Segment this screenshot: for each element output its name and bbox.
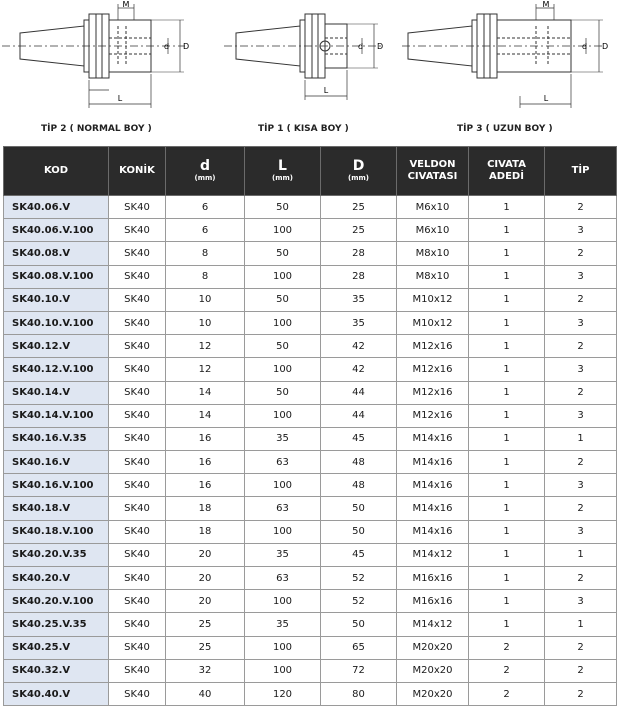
cell-L: 100 xyxy=(245,358,321,381)
cell-kod: SK40.20.V xyxy=(4,567,109,590)
cell-L: 50 xyxy=(245,381,321,404)
cell-veldon: M16x16 xyxy=(397,567,469,590)
cell-d: 16 xyxy=(166,474,245,497)
table-row xyxy=(4,636,617,659)
cell-tip: 3 xyxy=(545,520,617,543)
cell-kod: SK40.14.V.100 xyxy=(4,404,109,427)
cell-konik: SK40 xyxy=(109,497,166,520)
cell-kod: SK40.16.V xyxy=(4,451,109,474)
cell-kod: SK40.32.V xyxy=(4,659,109,682)
cell-konik: SK40 xyxy=(109,196,166,219)
cell-civata-adedi: 1 xyxy=(469,335,545,358)
cell-L: 50 xyxy=(245,288,321,311)
cell-tip: 2 xyxy=(545,242,617,265)
table-row xyxy=(4,335,617,358)
cell-D: 42 xyxy=(321,358,397,381)
cell-civata-adedi: 1 xyxy=(469,567,545,590)
cell-konik: SK40 xyxy=(109,381,166,404)
cell-civata-adedi: 1 xyxy=(469,590,545,613)
table-row xyxy=(4,567,617,590)
cell-civata-adedi: 1 xyxy=(469,196,545,219)
table-row xyxy=(4,265,617,288)
cell-L: 63 xyxy=(245,497,321,520)
cell-veldon: M10x12 xyxy=(397,288,469,311)
tip2-caption: TİP 2 ( NORMAL BOY ) xyxy=(41,124,152,134)
cell-veldon: M14x16 xyxy=(397,427,469,450)
cell-tip: 3 xyxy=(545,219,617,242)
cell-civata-adedi: 1 xyxy=(469,451,545,474)
cell-D: 45 xyxy=(321,427,397,450)
cell-tip: 3 xyxy=(545,474,617,497)
cell-D: 28 xyxy=(321,242,397,265)
cell-civata-adedi: 1 xyxy=(469,497,545,520)
cell-D: 28 xyxy=(321,265,397,288)
cell-d: 18 xyxy=(166,520,245,543)
cell-tip: 2 xyxy=(545,659,617,682)
cell-kod: SK40.10.V.100 xyxy=(4,311,109,334)
cell-konik: SK40 xyxy=(109,520,166,543)
cell-tip: 3 xyxy=(545,404,617,427)
cell-veldon: M12x16 xyxy=(397,335,469,358)
cell-civata-adedi: 1 xyxy=(469,543,545,566)
table-row xyxy=(4,381,617,404)
header-row xyxy=(4,147,617,196)
cell-L: 100 xyxy=(245,311,321,334)
cell-konik: SK40 xyxy=(109,613,166,636)
header-veldon: VELDON CIVATASI xyxy=(397,147,469,196)
table-row xyxy=(4,404,617,427)
cell-kod: SK40.10.V xyxy=(4,288,109,311)
cell-konik: SK40 xyxy=(109,659,166,682)
table-row xyxy=(4,520,617,543)
cell-kod: SK40.12.V xyxy=(4,335,109,358)
cell-civata-adedi: 1 xyxy=(469,311,545,334)
cell-D: 52 xyxy=(321,590,397,613)
table-row xyxy=(4,358,617,381)
cell-veldon: M8x10 xyxy=(397,265,469,288)
dim-D-label: D xyxy=(602,42,609,51)
cell-kod: SK40.25.V.35 xyxy=(4,613,109,636)
cell-kod: SK40.14.V xyxy=(4,381,109,404)
cell-veldon: M14x16 xyxy=(397,520,469,543)
cell-D: 80 xyxy=(321,682,397,705)
table-row xyxy=(4,497,617,520)
cell-veldon: M14x16 xyxy=(397,497,469,520)
type-diagrams xyxy=(0,0,619,145)
cell-konik: SK40 xyxy=(109,404,166,427)
table-row xyxy=(4,196,617,219)
cell-veldon: M10x12 xyxy=(397,311,469,334)
cell-veldon: M12x16 xyxy=(397,381,469,404)
table-row xyxy=(4,427,617,450)
cell-L: 120 xyxy=(245,682,321,705)
cell-d: 20 xyxy=(166,567,245,590)
cell-tip: 3 xyxy=(545,590,617,613)
cell-tip: 2 xyxy=(545,636,617,659)
cell-civata-adedi: 1 xyxy=(469,381,545,404)
dim-D-label: D xyxy=(183,42,190,51)
cell-L: 100 xyxy=(245,474,321,497)
cell-civata-adedi: 1 xyxy=(469,358,545,381)
tip3-drawing xyxy=(400,0,616,122)
table-row xyxy=(4,288,617,311)
cell-d: 20 xyxy=(166,543,245,566)
cell-D: 35 xyxy=(321,288,397,311)
cell-veldon: M14x12 xyxy=(397,543,469,566)
cell-D: 42 xyxy=(321,335,397,358)
cell-tip: 1 xyxy=(545,543,617,566)
cell-L: 50 xyxy=(245,196,321,219)
cell-D: 52 xyxy=(321,567,397,590)
dim-d-label: d xyxy=(358,42,364,51)
cell-tip: 3 xyxy=(545,311,617,334)
cell-d: 40 xyxy=(166,682,245,705)
cell-d: 32 xyxy=(166,659,245,682)
cell-tip: 2 xyxy=(545,451,617,474)
cell-tip: 3 xyxy=(545,358,617,381)
cell-L: 35 xyxy=(245,543,321,566)
cell-kod: SK40.16.V.100 xyxy=(4,474,109,497)
cell-kod: SK40.18.V.100 xyxy=(4,520,109,543)
cell-d: 25 xyxy=(166,613,245,636)
dim-d-label: d xyxy=(582,42,588,51)
dim-L-label: L xyxy=(117,94,123,103)
cell-civata-adedi: 2 xyxy=(469,636,545,659)
cell-d: 18 xyxy=(166,497,245,520)
cell-L: 50 xyxy=(245,335,321,358)
cell-D: 25 xyxy=(321,196,397,219)
header-konik: KONİK xyxy=(109,147,166,196)
cell-L: 100 xyxy=(245,659,321,682)
table-row xyxy=(4,242,617,265)
cell-veldon: M20x20 xyxy=(397,659,469,682)
cell-veldon: M6x10 xyxy=(397,196,469,219)
cell-tip: 2 xyxy=(545,196,617,219)
cell-L: 35 xyxy=(245,613,321,636)
cell-veldon: M20x20 xyxy=(397,636,469,659)
cell-L: 100 xyxy=(245,590,321,613)
cell-civata-adedi: 1 xyxy=(469,427,545,450)
cell-konik: SK40 xyxy=(109,311,166,334)
cell-veldon: M12x16 xyxy=(397,404,469,427)
cell-kod: SK40.20.V.100 xyxy=(4,590,109,613)
cell-konik: SK40 xyxy=(109,474,166,497)
cell-civata-adedi: 1 xyxy=(469,219,545,242)
cell-civata-adedi: 2 xyxy=(469,659,545,682)
cell-konik: SK40 xyxy=(109,265,166,288)
cell-civata-adedi: 1 xyxy=(469,613,545,636)
cell-d: 8 xyxy=(166,242,245,265)
cell-veldon: M14x12 xyxy=(397,613,469,636)
tip1-caption: TİP 1 ( KISA BOY ) xyxy=(258,124,349,134)
table-row xyxy=(4,613,617,636)
cell-konik: SK40 xyxy=(109,219,166,242)
cell-kod: SK40.18.V xyxy=(4,497,109,520)
cell-d: 8 xyxy=(166,265,245,288)
cell-D: 44 xyxy=(321,404,397,427)
cell-D: 44 xyxy=(321,381,397,404)
table-row xyxy=(4,451,617,474)
spec-table xyxy=(3,146,617,706)
cell-civata-adedi: 1 xyxy=(469,265,545,288)
cell-veldon: M20x20 xyxy=(397,682,469,705)
cell-D: 48 xyxy=(321,474,397,497)
cell-civata-adedi: 1 xyxy=(469,404,545,427)
dim-d-label: d xyxy=(164,42,170,51)
cell-konik: SK40 xyxy=(109,543,166,566)
cell-konik: SK40 xyxy=(109,242,166,265)
header-D: D (mm) xyxy=(321,147,397,196)
header-kod: KOD xyxy=(4,147,109,196)
cell-d: 12 xyxy=(166,335,245,358)
header-L: L (mm) xyxy=(245,147,321,196)
cell-kod: SK40.06.V.100 xyxy=(4,219,109,242)
cell-veldon: M14x16 xyxy=(397,451,469,474)
cell-D: 48 xyxy=(321,451,397,474)
cell-kod: SK40.08.V xyxy=(4,242,109,265)
cell-D: 50 xyxy=(321,497,397,520)
header-tip: TİP xyxy=(545,147,617,196)
cell-konik: SK40 xyxy=(109,288,166,311)
cell-L: 63 xyxy=(245,451,321,474)
cell-d: 20 xyxy=(166,590,245,613)
cell-tip: 2 xyxy=(545,567,617,590)
header-d: d (mm) xyxy=(166,147,245,196)
cell-D: 72 xyxy=(321,659,397,682)
cell-L: 50 xyxy=(245,242,321,265)
cell-civata-adedi: 1 xyxy=(469,288,545,311)
dim-L-label: L xyxy=(323,86,329,95)
header-civata-adedi: CIVATA ADEDİ xyxy=(469,147,545,196)
table-row xyxy=(4,659,617,682)
cell-tip: 2 xyxy=(545,497,617,520)
cell-L: 100 xyxy=(245,265,321,288)
dim-m-label: M xyxy=(122,0,130,9)
cell-tip: 2 xyxy=(545,381,617,404)
cell-d: 6 xyxy=(166,219,245,242)
cell-veldon: M6x10 xyxy=(397,219,469,242)
cell-d: 14 xyxy=(166,404,245,427)
cell-D: 50 xyxy=(321,520,397,543)
cell-D: 50 xyxy=(321,613,397,636)
cell-kod: SK40.08.V.100 xyxy=(4,265,109,288)
cell-tip: 1 xyxy=(545,427,617,450)
cell-L: 100 xyxy=(245,520,321,543)
cell-D: 65 xyxy=(321,636,397,659)
cell-L: 35 xyxy=(245,427,321,450)
cell-L: 100 xyxy=(245,219,321,242)
tip3-caption: TİP 3 ( UZUN BOY ) xyxy=(457,124,553,134)
cell-tip: 2 xyxy=(545,682,617,705)
cell-konik: SK40 xyxy=(109,335,166,358)
cell-kod: SK40.40.V xyxy=(4,682,109,705)
cell-d: 10 xyxy=(166,288,245,311)
table-row xyxy=(4,219,617,242)
cell-veldon: M8x10 xyxy=(397,242,469,265)
cell-tip: 1 xyxy=(545,613,617,636)
cell-D: 25 xyxy=(321,219,397,242)
cell-tip: 2 xyxy=(545,288,617,311)
cell-kod: SK40.20.V.35 xyxy=(4,543,109,566)
dim-D-label: D xyxy=(377,42,384,51)
table-body xyxy=(4,196,617,706)
cell-civata-adedi: 2 xyxy=(469,682,545,705)
cell-d: 12 xyxy=(166,358,245,381)
table-row xyxy=(4,590,617,613)
cell-D: 45 xyxy=(321,543,397,566)
cell-L: 100 xyxy=(245,636,321,659)
cell-kod: SK40.25.V xyxy=(4,636,109,659)
cell-konik: SK40 xyxy=(109,636,166,659)
cell-veldon: M12x16 xyxy=(397,358,469,381)
table-row xyxy=(4,474,617,497)
cell-civata-adedi: 1 xyxy=(469,474,545,497)
dim-L-label: L xyxy=(543,94,549,103)
cell-L: 100 xyxy=(245,404,321,427)
table-row xyxy=(4,682,617,705)
cell-civata-adedi: 1 xyxy=(469,242,545,265)
cell-tip: 3 xyxy=(545,265,617,288)
tip1-drawing xyxy=(222,0,392,122)
tip2-drawing xyxy=(0,0,205,122)
cell-konik: SK40 xyxy=(109,590,166,613)
cell-tip: 2 xyxy=(545,335,617,358)
cell-d: 10 xyxy=(166,311,245,334)
cell-d: 6 xyxy=(166,196,245,219)
cell-d: 16 xyxy=(166,451,245,474)
cell-veldon: M14x16 xyxy=(397,474,469,497)
cell-civata-adedi: 1 xyxy=(469,520,545,543)
cell-D: 35 xyxy=(321,311,397,334)
cell-kod: SK40.12.V.100 xyxy=(4,358,109,381)
cell-konik: SK40 xyxy=(109,358,166,381)
table-row xyxy=(4,543,617,566)
dim-m-label: M xyxy=(542,0,550,9)
cell-veldon: M16x16 xyxy=(397,590,469,613)
table-row xyxy=(4,311,617,334)
cell-konik: SK40 xyxy=(109,682,166,705)
cell-konik: SK40 xyxy=(109,427,166,450)
cell-kod: SK40.06.V xyxy=(4,196,109,219)
cell-d: 14 xyxy=(166,381,245,404)
cell-konik: SK40 xyxy=(109,567,166,590)
cell-d: 25 xyxy=(166,636,245,659)
cell-L: 63 xyxy=(245,567,321,590)
cell-kod: SK40.16.V.35 xyxy=(4,427,109,450)
cell-konik: SK40 xyxy=(109,451,166,474)
cell-d: 16 xyxy=(166,427,245,450)
